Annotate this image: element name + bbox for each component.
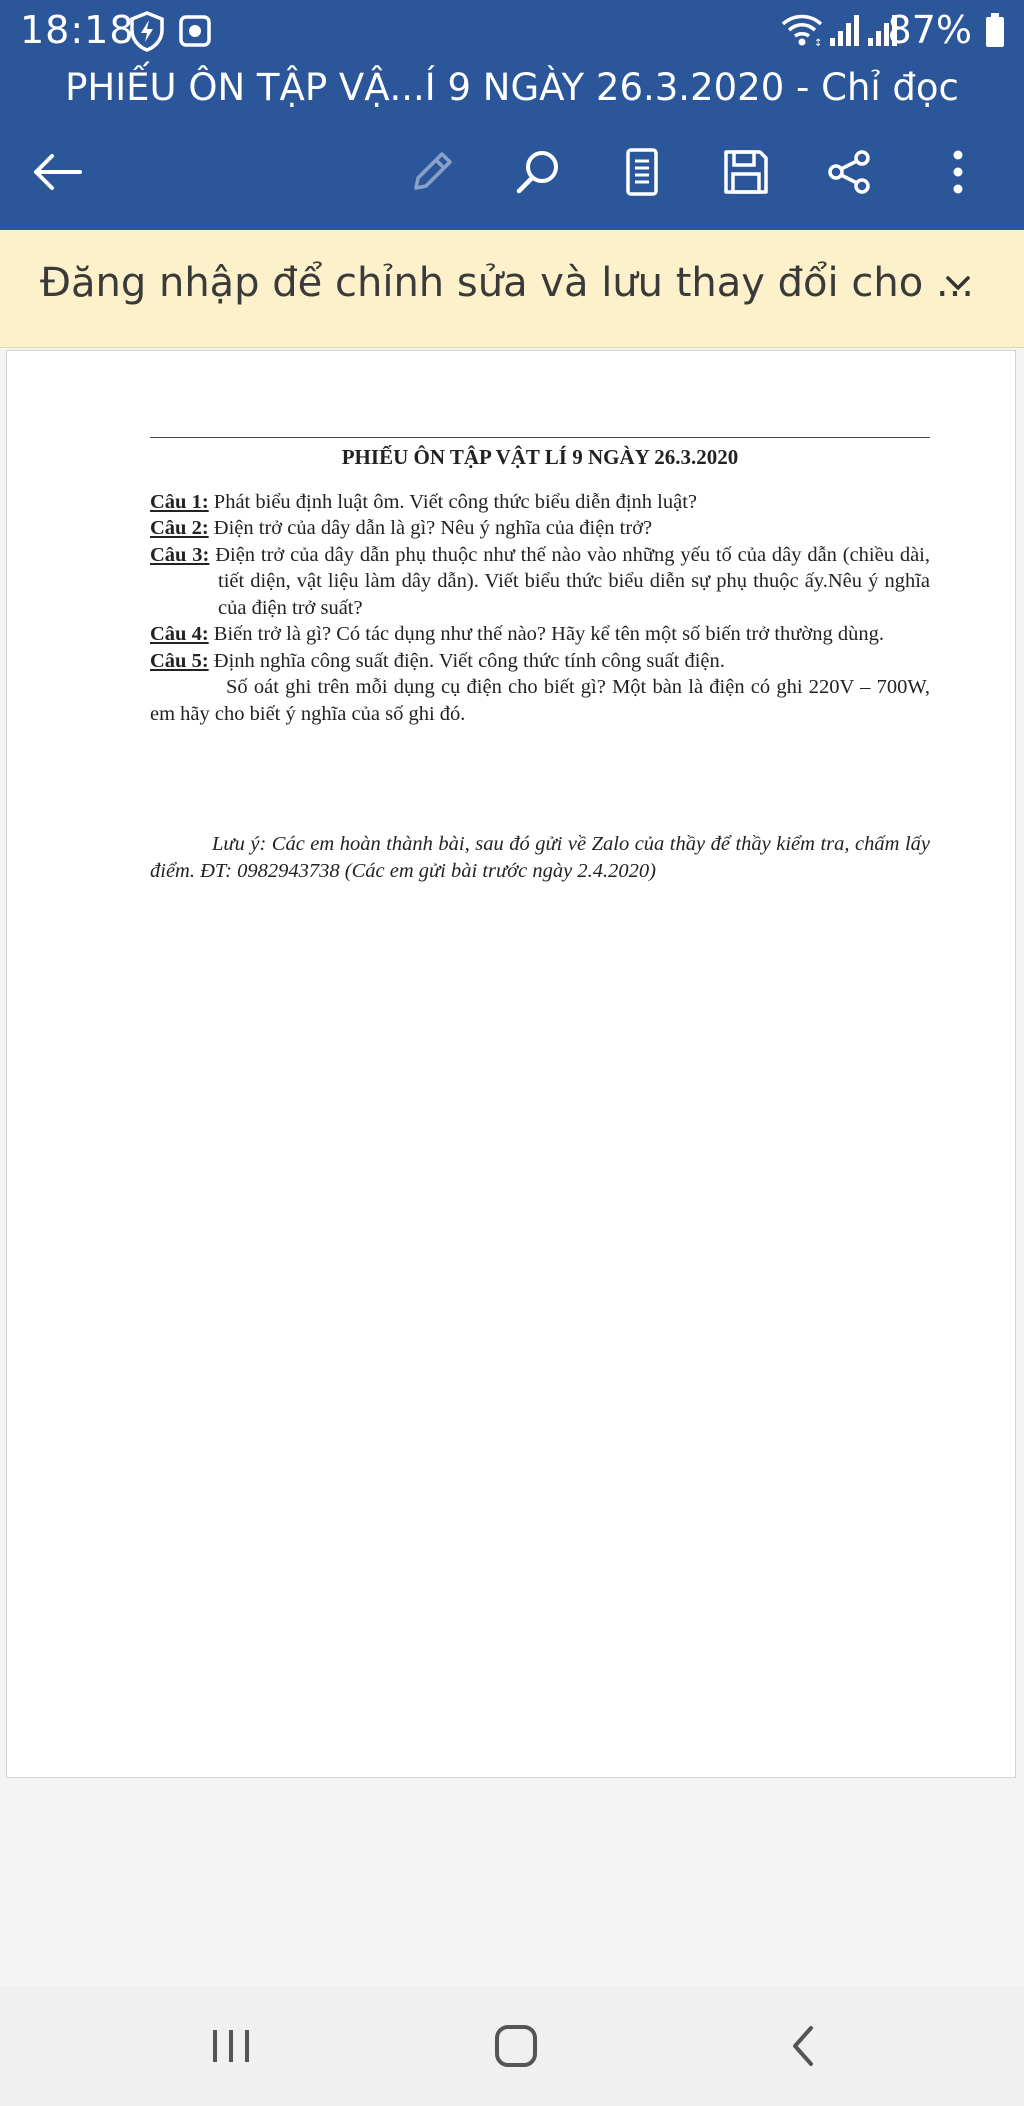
home-button[interactable] <box>481 2016 551 2076</box>
edit-button[interactable] <box>402 142 462 202</box>
question-5-continuation: Số oát ghi trên mỗi dụng cụ điện cho biết gì? Một bàn là điện có ghi 220V – 700W, em hãy cho biết ý nghĩa của số ghi đó. <box>150 676 930 725</box>
back-icon <box>783 2022 823 2070</box>
document-heading: PHIẾU ÔN TẬP VẬT LÍ 9 NGÀY 26.3.2020 <box>341 445 739 469</box>
question-3 <box>150 542 930 622</box>
question-1 <box>150 489 930 516</box>
home-icon <box>492 2022 540 2070</box>
save-button[interactable] <box>716 142 776 202</box>
recent-apps-icon <box>209 2026 253 2066</box>
pencil-icon <box>408 148 456 196</box>
app-bar <box>0 0 1024 230</box>
banner-text: Đăng nhập để chỉnh sửa và lưu thay đổi cho ... <box>40 260 975 306</box>
share-icon <box>826 148 874 196</box>
question-label: Câu 5: <box>150 649 209 672</box>
signal-icon-1 <box>828 12 862 53</box>
question-label: Câu 2: <box>150 517 209 539</box>
more-vert-icon <box>948 148 968 196</box>
wifi-icon <box>780 12 824 53</box>
share-button[interactable] <box>820 142 880 202</box>
question-4 <box>150 621 930 648</box>
sign-in-banner[interactable] <box>0 230 1024 348</box>
battery-icon <box>984 12 1006 53</box>
back-arrow-icon <box>32 152 84 192</box>
svg-text:↕: ↕ <box>814 38 823 48</box>
nav-back-button[interactable] <box>768 2016 838 2076</box>
save-icon <box>722 148 770 196</box>
mobile-view-icon <box>624 147 660 197</box>
header-rule <box>150 437 930 438</box>
question-5 <box>150 648 930 675</box>
banner-expand-button[interactable] <box>930 256 986 317</box>
notification-icon <box>178 14 212 53</box>
mobile-view-button[interactable] <box>612 142 672 202</box>
more-options-button[interactable] <box>928 142 988 202</box>
document-body <box>150 437 930 884</box>
question-2 <box>150 515 930 542</box>
back-button[interactable] <box>28 142 88 202</box>
status-time: 18:18 <box>20 8 135 52</box>
navigation-bar <box>0 1986 1024 2106</box>
question-label: Câu 3: <box>150 543 210 566</box>
question-text: Định nghĩa công suất điện. Viết công thức tính công suất điện. <box>208 649 725 672</box>
question-label: Câu 1: <box>150 490 209 513</box>
document-page[interactable] <box>6 350 1016 1778</box>
search-icon <box>513 147 563 197</box>
battery-percentage: 87% <box>887 8 972 52</box>
question-label: Câu 4: <box>150 623 209 645</box>
shield-icon <box>128 10 166 57</box>
search-button[interactable] <box>508 142 568 202</box>
question-text: Điện trở của dây dẫn là gì? Nêu ý nghĩa của điện trở? <box>208 517 653 539</box>
chevron-down-icon <box>930 256 986 312</box>
question-text: Phát biểu định luật ôm. Viết công thức biểu diễn định luật? <box>208 490 697 513</box>
question-text: Biến trở là gì? Có tác dụng như thế nào? Hãy kể tên một số biến trở thường dùng. <box>208 623 884 645</box>
recent-apps-button[interactable] <box>196 2016 266 2076</box>
question-text: Điện trở của dây dẫn phụ thuộc như thế nào vào những yếu tố của dây dẫn (chiều dài, tiết diện, vật liệu làm dây dẫn). Viết biểu thức biểu diễn sự phụ thuộc ấy.Nêu ý nghĩa của điện trở suất? <box>209 543 930 619</box>
status-bar <box>0 0 1024 62</box>
note-paragraph: Lưu ý: Các em hoàn thành bài, sau đó gửi về Zalo của thầy để thầy kiểm tra, chấm lấy điểm. ĐT: 0982943738 (Các em gửi bài trước ngày 2.4.2020) <box>150 833 930 882</box>
document-title: PHIẾU ÔN TẬP VẬ...Í 9 NGÀY 26.3.2020 - Chỉ đọc <box>65 66 959 109</box>
